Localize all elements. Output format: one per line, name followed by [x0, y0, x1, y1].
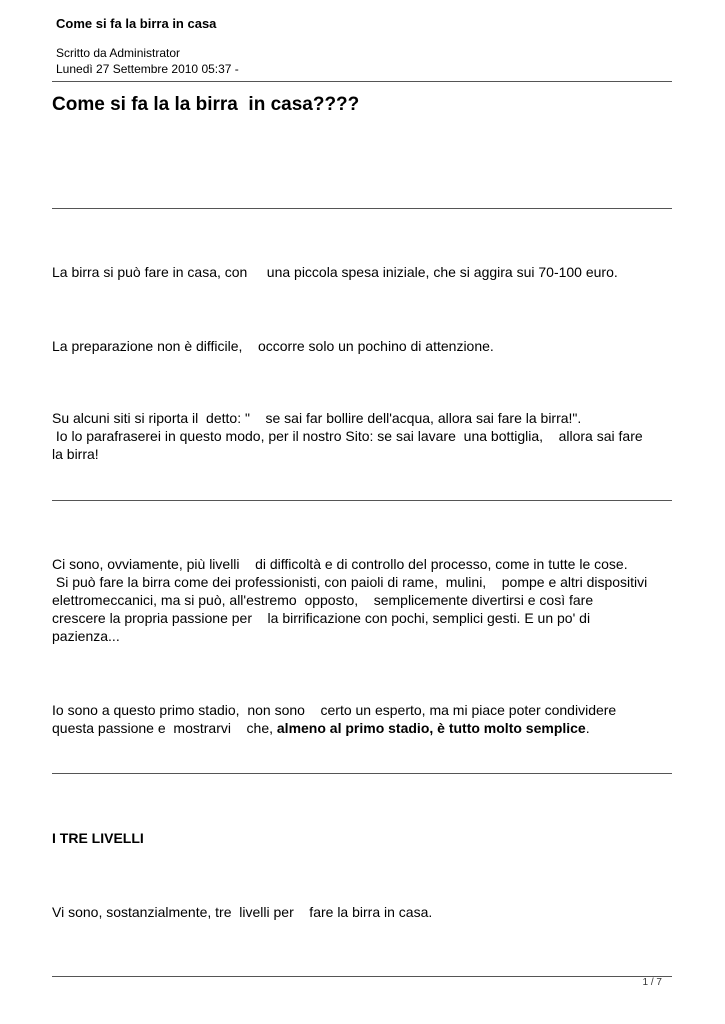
section-divider-3	[52, 773, 672, 774]
paragraph-three-levels: Vi sono, sostanzialmente, tre livelli per fare la birra in casa.	[52, 904, 433, 920]
section-divider-2	[52, 500, 672, 501]
page-number: 1 / 7	[642, 977, 662, 988]
paragraph-levels-line-5: pazienza...	[52, 628, 120, 644]
paragraph-levels-line-1: Ci sono, ovviamente, più livelli di difficoltà e di controllo del processo, come in tutte le cose.	[52, 556, 628, 572]
paragraph-saying-line-2: Io lo parafraserei in questo modo, per il nostro Sito: se sai lavare una bottiglia, allora sai fare	[52, 428, 643, 444]
running-header-title: Come si fa la birra in casa	[56, 16, 217, 31]
paragraph-first-stage	[52, 701, 677, 737]
paragraph-levels-line-4: crescere la propria passione per la birrificazione con pochi, semplici gesti. E un po' di	[52, 610, 591, 626]
paragraph-levels-line-2: Si può fare la birra come dei professionisti, con paioli di rame, mulini, pompe e altri dispositivi	[52, 574, 648, 590]
paragraph-saying	[52, 409, 677, 463]
header-divider	[52, 81, 672, 82]
footer-divider	[52, 976, 672, 977]
section-divider-1	[52, 208, 672, 209]
paragraph-saying-line-3: la birra!	[52, 446, 99, 462]
article-title: Come si fa la la birra in casa????	[52, 94, 360, 115]
paragraph-first-stage-line-1: Io sono a questo primo stadio, non sono certo un esperto, ma mi piace poter condividere	[52, 702, 617, 718]
paragraph-saying-line-1: Su alcuni siti si riporta il detto: " se sai far bollire dell'acqua, allora sai fare la birra!".	[52, 410, 582, 426]
paragraph-levels-line-3: elettromeccanici, ma si può, all'estremo opposto, semplicemente divertirsi e così fare	[52, 592, 594, 608]
paragraph-difficulty: La preparazione non è difficile, occorre solo un pochino di attenzione.	[52, 338, 494, 354]
paragraph-cost: La birra si può fare in casa, con una piccola spesa iniziale, che si aggira sui 70-100 euro.	[52, 264, 618, 280]
author-line: Scritto da Administrator	[56, 46, 181, 60]
section-heading-tre-livelli: I TRE LIVELLI	[52, 830, 144, 846]
date-line: Lunedì 27 Settembre 2010 05:37 -	[56, 62, 239, 76]
period: .	[585, 720, 590, 736]
paragraph-levels	[52, 555, 677, 645]
paragraph-first-stage-line-2: questa passione e mostrarvi che,	[52, 720, 277, 736]
bold-statement: almeno al primo stadio, è tutto molto semplice	[276, 720, 586, 736]
